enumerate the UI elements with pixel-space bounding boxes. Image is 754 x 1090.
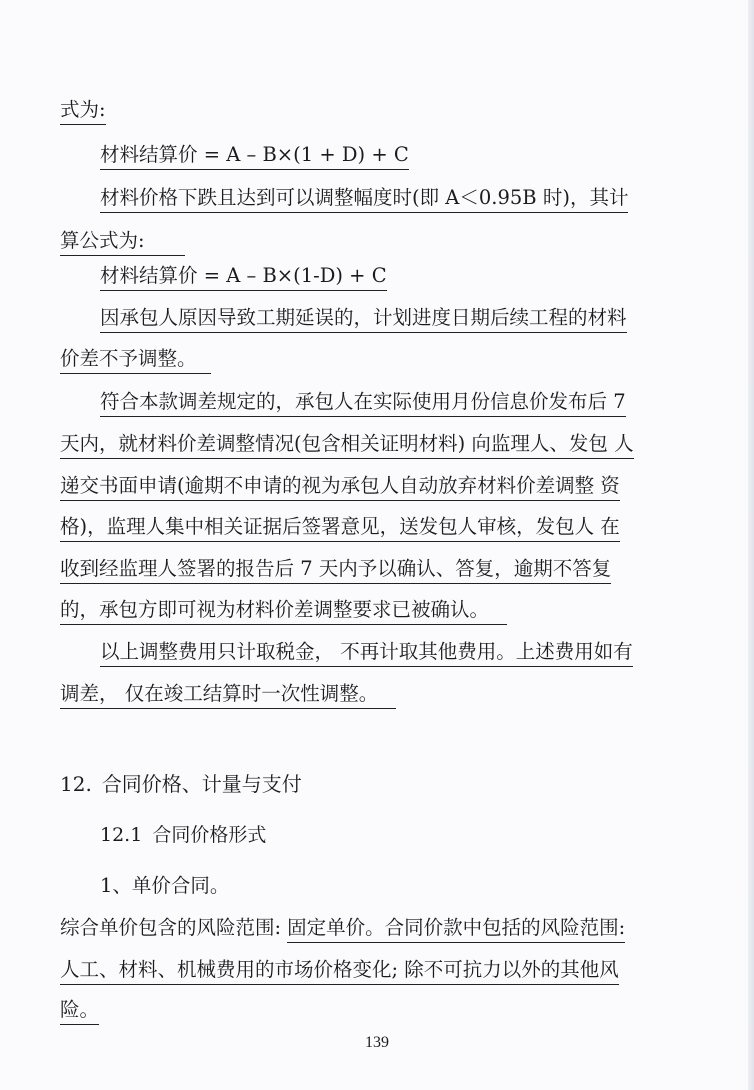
underlined-text: 符合本款调差规定的，承包人在实际使用月份信息价发布后 7	[100, 390, 626, 417]
text-line	[60, 598, 507, 622]
text-line	[60, 998, 99, 1022]
text-line	[60, 474, 620, 498]
underlined-text: 材料结算价 = A – B×(1-D) + C	[100, 264, 387, 291]
item-text: 1、单价合同。	[100, 874, 230, 897]
underlined-text: 算公式为:	[60, 229, 185, 256]
text-line	[60, 958, 619, 982]
underlined-text: 价差不予调整。	[60, 347, 211, 374]
underlined-text: 格)，监理人集中相关证据后签署意见，送发包人审核，发包人 在	[60, 515, 620, 542]
underlined-text: 的，承包方即可视为材料价差调整要求已被确认。	[60, 598, 507, 625]
subsection-title: 合同价格形式	[152, 824, 267, 846]
text-line	[60, 229, 185, 253]
underlined-text: 材料价格下跌且达到可以调整幅度时(即 A＜0.95B 时)，其计	[100, 186, 628, 213]
list-item	[100, 874, 229, 898]
underlined-text: 递交书面申请(逾期不申请的视为承包人自动放弃材料价差调整 资	[60, 474, 620, 501]
underlined-text: 人工、材料、机械费用的市场价格变化; 除不可抗力以外的其他风	[60, 958, 619, 985]
underlined-text: 险。	[60, 998, 99, 1025]
subsection-number: 12.1	[100, 824, 143, 846]
text-line	[60, 557, 611, 581]
text-line	[60, 682, 396, 706]
underlined-text: 式为:	[60, 98, 106, 125]
text-line	[60, 98, 106, 122]
page-number: 139	[365, 1034, 389, 1051]
text-line	[100, 640, 633, 664]
risk-label: 综合单价包含的风险范围:	[60, 916, 282, 939]
underlined-text: 调差， 仅在竣工结算时一次性调整。	[60, 682, 396, 709]
subsection-heading	[100, 823, 266, 847]
underlined-text: 材料结算价 = A – B×(1 + D) + C	[100, 143, 409, 170]
text-line	[60, 347, 211, 371]
text-line	[100, 186, 628, 210]
text-line	[100, 306, 627, 330]
section-number: 12.	[60, 772, 92, 796]
text-line	[100, 390, 626, 414]
underlined-text: 以上调整费用只计取税金， 不再计取其他费用。上述费用如有	[100, 640, 633, 667]
section-heading	[60, 772, 302, 796]
section-title: 合同价格、计量与支付	[101, 772, 302, 796]
text-line	[60, 916, 625, 940]
formula-line	[100, 264, 387, 288]
underlined-text: 天内，就材料价差调整情况(包含相关证明材料) 向监理人、发包 人	[60, 432, 634, 459]
underlined-text: 收到经监理人签署的报告后 7 天内予以确认、答复，逾期不答复	[60, 557, 611, 584]
formula-line	[100, 143, 409, 167]
text-line	[60, 515, 620, 539]
page-edge-shadow	[748, 0, 754, 1090]
underlined-text: 固定单价。合同价款中包括的风险范围:	[287, 916, 625, 943]
underlined-text: 因承包人原因导致工期延误的，计划进度日期后续工程的材料	[100, 306, 627, 333]
text-line	[60, 432, 634, 456]
